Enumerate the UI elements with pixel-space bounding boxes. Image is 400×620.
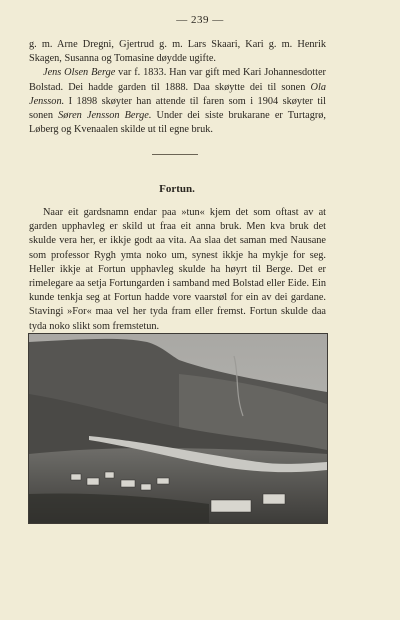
paragraph-jens-olsen-berge [29, 66, 326, 137]
paragraph-text-c: Under dei siste brukarane er Turtagrø, Løberg og Kvenaalen skilde ut til egne bruk. [29, 110, 326, 136]
photo-illustration [29, 334, 327, 523]
person-name-soren: Søren Jensson Berge. [58, 110, 152, 122]
person-name-ola: Ola Jensson. [29, 81, 326, 107]
paragraph-children [29, 38, 326, 66]
person-name-jens: Jens Olsen Berge [43, 67, 116, 79]
section-text-block [29, 206, 326, 334]
landscape-photo [28, 333, 328, 524]
children-list-text: g. m. Arne Dregni, Gjertrud g. m. Lars Skaari, Kari g. m. Henrik Skagen, Susanna og Tomasine døydde ugifte. [29, 39, 326, 65]
page-number: — 239 — [176, 14, 224, 26]
paragraph-text-b: I 1898 skøyter han attende til faren som i 1904 skøyter til sonen [29, 95, 326, 122]
section-divider [152, 154, 198, 155]
paragraph-fortun: Naar eit gardsnamn endar paa »tun« kjem det som oftast av at garden upphavleg er skild ut fraa eit anna bruk. Men kva bruk det skulde vera her, er ikkje godt aa vita. Aa slaa det saman med Nausane som professor Rygh ymta noko um, synest ikkje ha mykje for seg. Heller ikkje at Fortun upphavleg skulde ha høyrt til Berge. Det er rimelegare aa setja Fortungarden i samband med Bolstad eller Eide. Ein kunde tenkja seg at Fortun hadde vore vaarstøl for ein av dei gardane. Stavingi »For« maa vel her tyda fram eller fremst. Fortun skulde daa tyda noko slikt som fremstetun. [29, 207, 326, 332]
top-text-block [29, 38, 326, 137]
paragraph-text-a: var f. 1833. Han var gift med Kari Johannesdotter Bolstad. Dei hadde garden til 1888. Daa skøytte dei til sonen [29, 67, 326, 93]
section-heading: Fortun. [159, 183, 195, 195]
